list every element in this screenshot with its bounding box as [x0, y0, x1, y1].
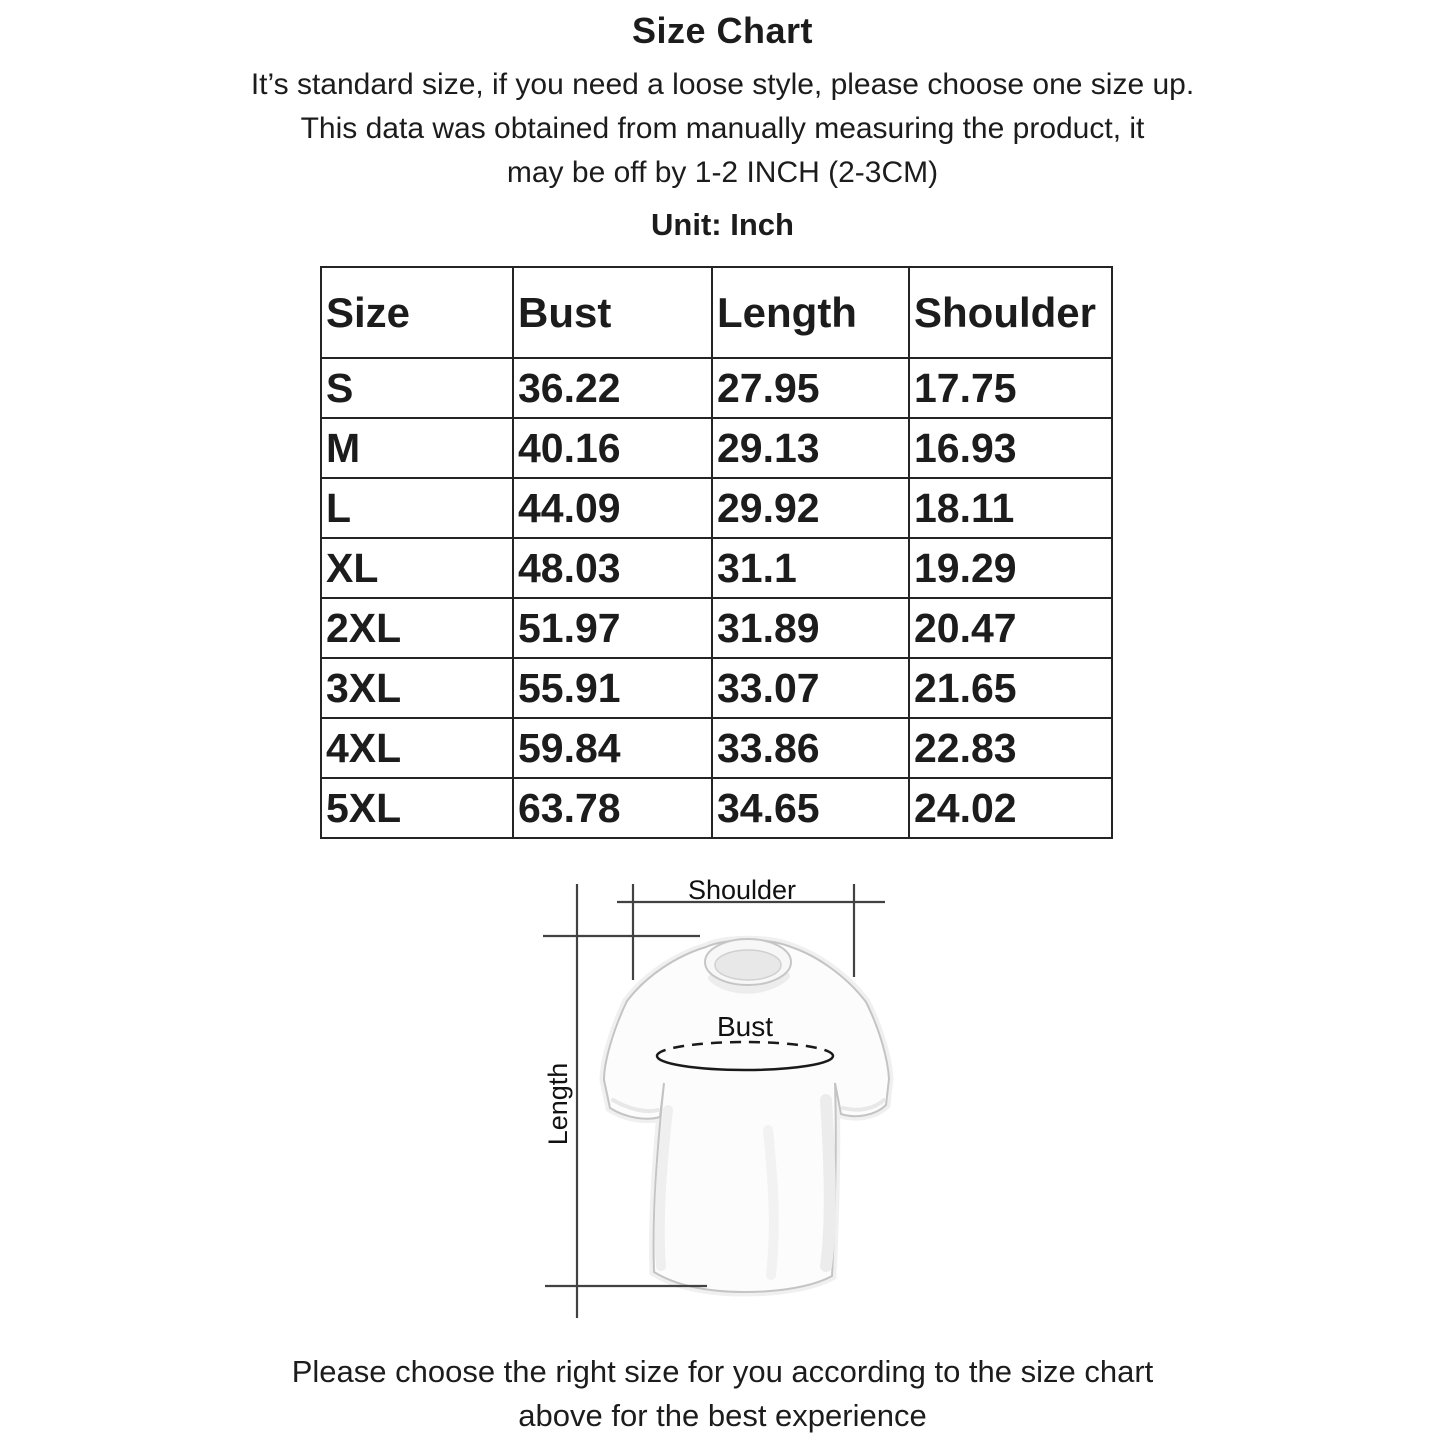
footer-line-2: above for the best experience — [518, 1398, 927, 1433]
shoulder-cell: 18.11 — [909, 478, 1112, 538]
shoulder-cell: 16.93 — [909, 418, 1112, 478]
bust-cell: 63.78 — [513, 778, 712, 838]
bust-cell: 48.03 — [513, 538, 712, 598]
intro-text — [0, 63, 1445, 195]
size-cell: 4XL — [321, 718, 513, 778]
shade-right-side — [826, 1100, 830, 1266]
page-title: Size Chart — [631, 10, 814, 51]
size-chart-table — [320, 266, 1113, 839]
intro-line-3: may be off by 1-2 INCH (2-3CM) — [506, 156, 939, 189]
table-header-row — [321, 267, 1112, 358]
intro-line-1: It’s standard size, if you need a loose style, please choose one size up. — [250, 68, 1195, 101]
table-row — [321, 778, 1112, 838]
length-cell: 27.95 — [712, 358, 909, 418]
column-header-shoulder: Shoulder — [909, 267, 1112, 358]
size-cell: S — [321, 358, 513, 418]
size-cell: XL — [321, 538, 513, 598]
size-cell: M — [321, 418, 513, 478]
tshirt-measurement-diagram — [540, 876, 1010, 1331]
table-row — [321, 598, 1112, 658]
shoulder-label: Shoulder — [687, 876, 797, 905]
table-row — [321, 418, 1112, 478]
length-cell: 29.13 — [712, 418, 909, 478]
size-chart-table-container — [320, 266, 1113, 839]
bust-cell: 44.09 — [513, 478, 712, 538]
shoulder-cell: 22.83 — [909, 718, 1112, 778]
footer-line-1: Please choose the right size for you according to the size chart — [291, 1354, 1154, 1389]
bust-cell: 51.97 — [513, 598, 712, 658]
unit-label: Unit: Inch — [651, 207, 794, 242]
table-row — [321, 478, 1112, 538]
tshirt-diagram-svg — [540, 876, 1010, 1331]
length-cell: 33.86 — [712, 718, 909, 778]
length-cell: 31.89 — [712, 598, 909, 658]
size-cell: 5XL — [321, 778, 513, 838]
shoulder-cell: 19.29 — [909, 538, 1112, 598]
bust-cell: 59.84 — [513, 718, 712, 778]
collar-opening — [715, 950, 781, 980]
table-row — [321, 658, 1112, 718]
size-cell: L — [321, 478, 513, 538]
length-cell: 33.07 — [712, 658, 909, 718]
length-label: Length — [543, 1062, 573, 1146]
shoulder-cell: 24.02 — [909, 778, 1112, 838]
table-row — [321, 718, 1112, 778]
length-cell: 29.92 — [712, 478, 909, 538]
column-header-size: Size — [321, 267, 513, 358]
bust-label: Bust — [716, 1011, 774, 1042]
size-cell: 2XL — [321, 598, 513, 658]
size-cell: 3XL — [321, 658, 513, 718]
length-cell: 34.65 — [712, 778, 909, 838]
shoulder-cell: 21.65 — [909, 658, 1112, 718]
table-row — [321, 358, 1112, 418]
bust-cell: 36.22 — [513, 358, 712, 418]
intro-line-2: This data was obtained from manually measuring the product, it — [300, 112, 1145, 145]
bust-cell: 55.91 — [513, 658, 712, 718]
column-header-bust: Bust — [513, 267, 712, 358]
shade-center-fold — [768, 1130, 774, 1275]
length-cell: 31.1 — [712, 538, 909, 598]
shoulder-cell: 20.47 — [909, 598, 1112, 658]
footer-text — [0, 1350, 1445, 1438]
table-row — [321, 538, 1112, 598]
column-header-length: Length — [712, 267, 909, 358]
bust-cell: 40.16 — [513, 418, 712, 478]
shoulder-cell: 17.75 — [909, 358, 1112, 418]
